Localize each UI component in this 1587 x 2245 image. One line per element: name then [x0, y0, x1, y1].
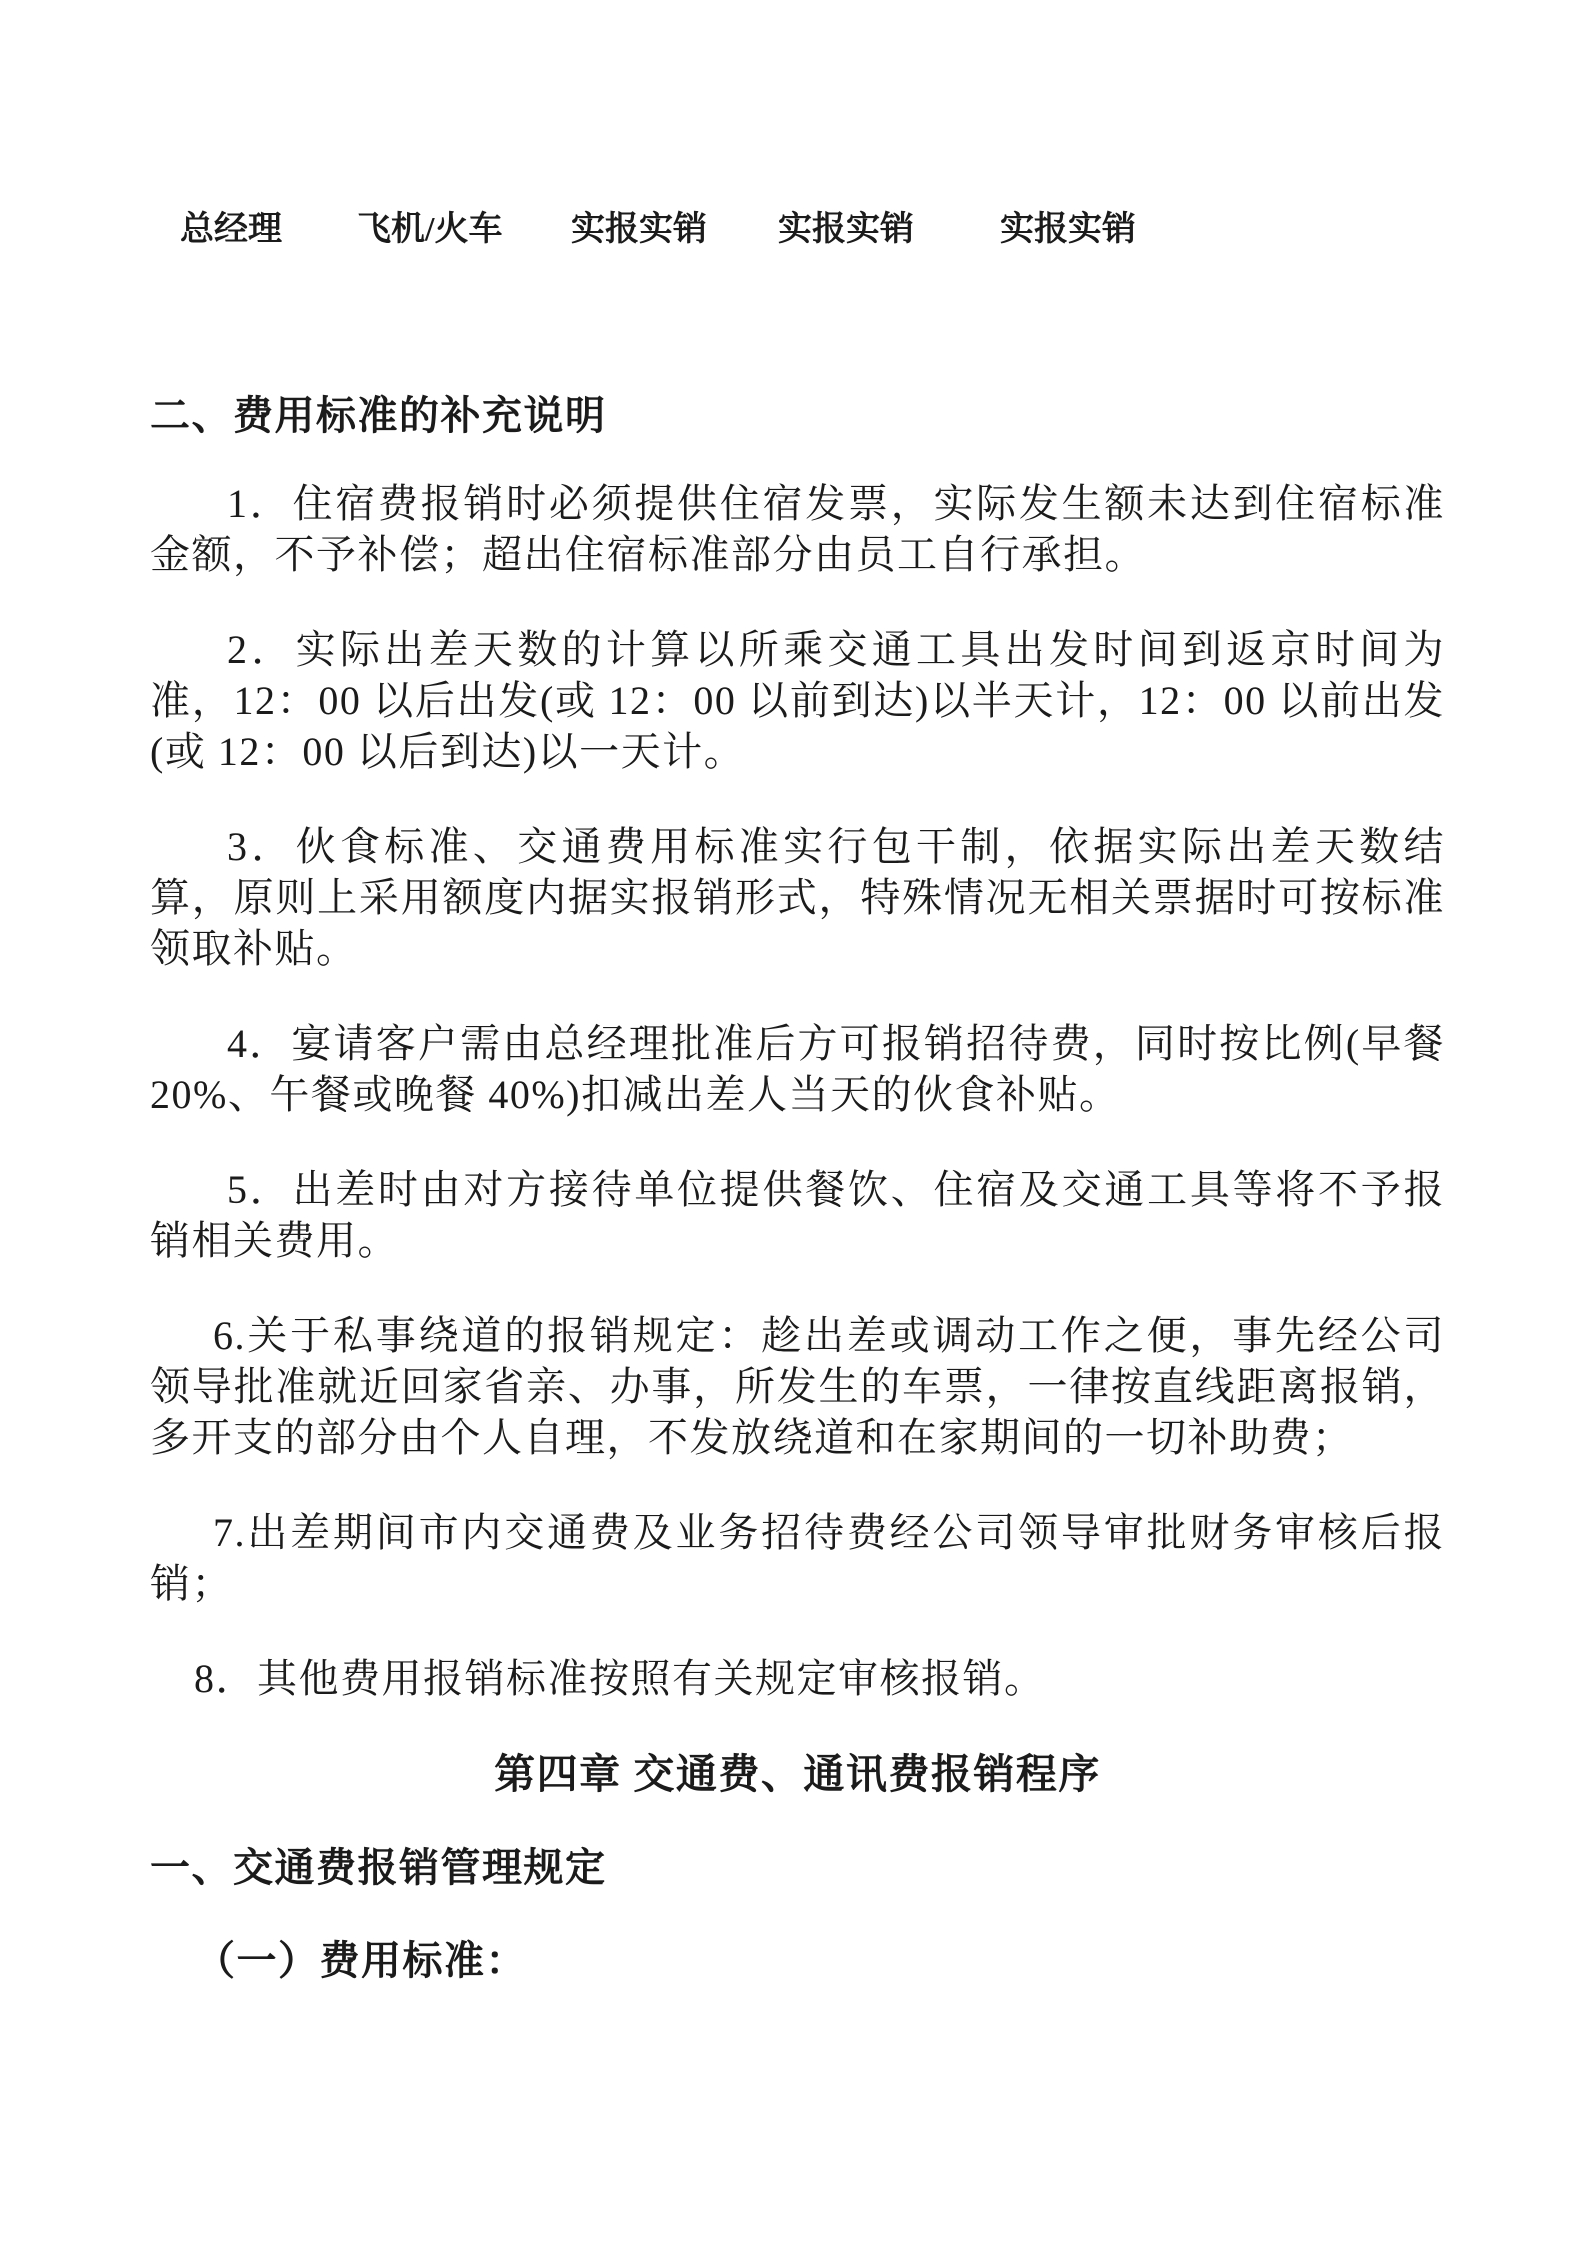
- table-cell-reimburse-2: 实报实销: [778, 211, 914, 248]
- policy-item-8: 8．其他费用报销标准按照有关规定审核报销。: [194, 1656, 1046, 1701]
- policy-item-2: 2．实际出差天数的计算以所乘交通工具出发时间到返京时间为准，12：00 以后出发(或 12：00 以前到达)以半天计，12：00 以前出发(或 12：00 以后到达)以一天计。: [150, 627, 1445, 774]
- table-cell-transport: 飞机/火车: [357, 211, 503, 248]
- policy-item-7: 7.出差期间市内交通费及业务招待费经公司领导审批财务审核后报销；: [150, 1510, 1445, 1606]
- policy-item-6: 6.关于私事绕道的报销规定：趁出差或调动工作之便，事先经公司领导批准就近回家省亲、办事，所发生的车票，一律按直线距离报销，多开支的部分由个人自理，不发放绕道和在家期间的一切补助费；: [150, 1313, 1445, 1460]
- chapter-title: 第四章 交通费、通讯费报销程序: [494, 1751, 1101, 1797]
- section-heading: 二、费用标准的补充说明: [150, 393, 607, 438]
- table-cell-reimburse-3: 实报实销: [1000, 211, 1136, 248]
- table-cell-reimburse-1: 实报实销: [571, 211, 707, 248]
- subsection-heading: 一、交通费报销管理规定: [150, 1845, 607, 1890]
- table-remnant-row: [150, 205, 1445, 255]
- subsub-heading: （一）费用标准：: [195, 1938, 527, 1983]
- policy-item-4: 4．宴请客户需由总经理批准后方可报销招待费，同时按比例(早餐 20%、午餐或晚餐 40%)扣减出差人当天的伙食补贴。: [150, 1021, 1445, 1117]
- policy-item-1: 1．住宿费报销时必须提供住宿发票，实际发生额未达到住宿标准金额，不予补偿；超出住宿标准部分由员工自行承担。: [150, 481, 1445, 577]
- policy-item-5: 5．出差时由对方接待单位提供餐饮、住宿及交通工具等将不予报销相关费用。: [150, 1167, 1445, 1263]
- policy-item-3: 3．伙食标准、交通费用标准实行包干制，依据实际出差天数结算，原则上采用额度内据实报销形式，特殊情况无相关票据时可按标准领取补贴。: [150, 824, 1445, 971]
- table-cell-approver: 总经理: [180, 211, 282, 248]
